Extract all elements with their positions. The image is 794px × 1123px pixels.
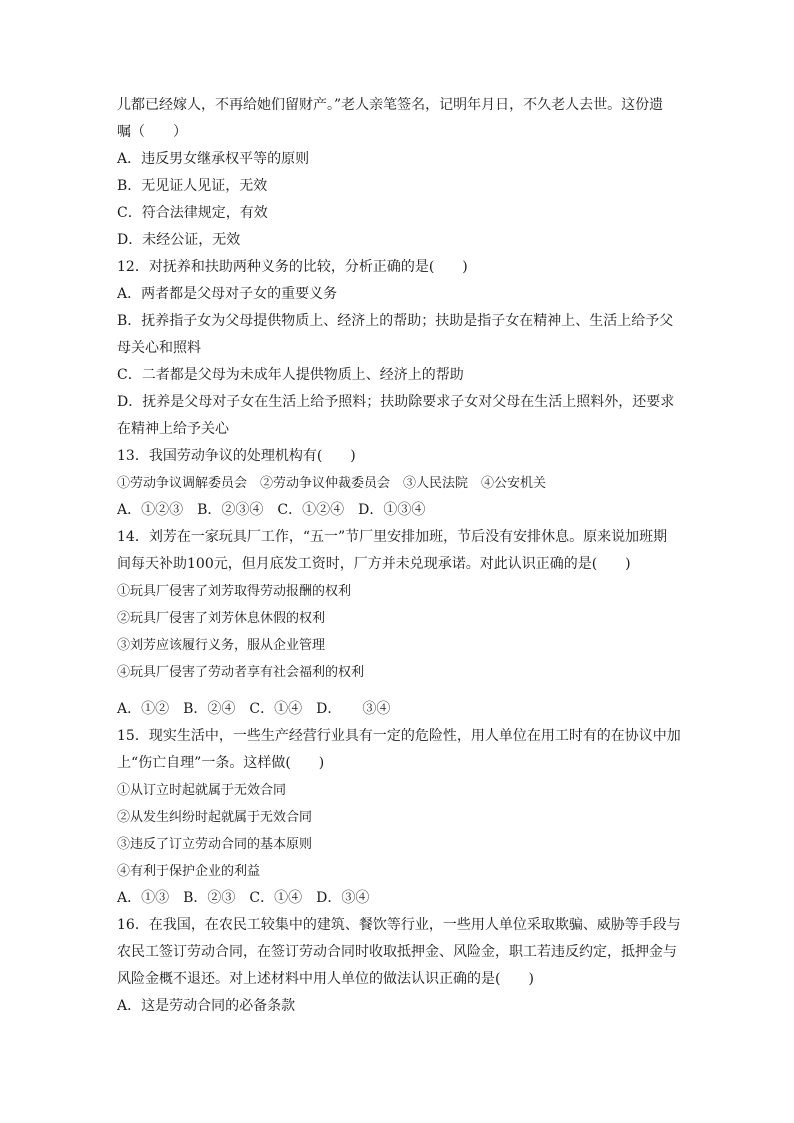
option-line: A．①②③ B．②③④ C．①②④ D．①③④ (117, 502, 426, 518)
option-line: D．抚养是父母对子女在生活上给予照料；扶助除要求子女对父母在生活上照料外，还要求 (117, 394, 675, 410)
text-line: 儿都已经嫁人，不再给她们留财产。”老人亲笔签名，记明年月日，不久老人去世。这份遗 (117, 97, 664, 113)
question-line: 风险金概不退还。对上述材料中用人单位的做法认识正确的是( ) (117, 971, 534, 987)
statement-line: ③刘芳应该履行义务，服从企业管理 (117, 638, 326, 653)
statement-line: ④玩具厂侵害了劳动者享有社会福利的权利 (117, 665, 365, 680)
option-line: D．未经公证，无效 (117, 232, 241, 248)
question-line: 12．对抚养和扶助两种义务的比较，分析正确的是( ) (117, 259, 468, 275)
option-line: 母关心和照料 (117, 340, 201, 356)
document-page (117, 92, 687, 1020)
statement-line: ②玩具厂侵害了刘芳休息休假的权利 (117, 611, 326, 626)
statement-line: ①玩具厂侵害了刘芳取得劳动报酬的权利 (117, 584, 352, 599)
statement-line: ④有利于保护企业的利益 (117, 864, 261, 879)
statement-line: ③违反了订立劳动合同的基本原则 (117, 837, 313, 852)
option-line: 在精神上给予关心 (117, 421, 229, 437)
option-line: A．①③ B．②③ C．①④ D．③④ (117, 890, 370, 906)
option-line: A．两者都是父母对子女的重要义务 (117, 286, 338, 302)
statement-line: ①劳动争议调解委员会 ②劳动争议仲裁委员会 ③人民法院 ④公安机关 (117, 476, 547, 491)
statement-line: ①从订立时起就属于无效合同 (117, 783, 287, 798)
question-line: 13．我国劳动争议的处理机构有( ) (117, 448, 356, 464)
option-line: C．二者都是父母为未成年人提供物质上、经济上的帮助 (117, 367, 464, 383)
option-line: A．这是劳动合同的必备条款 (117, 998, 296, 1014)
option-line: A．违反男女继承权平等的原则 (117, 151, 310, 167)
option-line: A．①② B．②④ C．①④ D． ③④ (117, 701, 391, 717)
question-line: 间每天补助100元，但月底发工资时，厂方并未兑现承诺。对此认识正确的是( ) (117, 556, 631, 572)
question-line: 14．刘芳在一家玩具厂工作，“五一”节厂里安排加班，节后没有安排休息。原来说加班期 (117, 529, 668, 545)
text-line: 嘱（ ） (117, 124, 187, 140)
option-line: B．抚养指子女为父母提供物质上、经济上的帮助；扶助是指子女在精神上、生活上给予父 (117, 313, 674, 329)
question-line: 农民工签订劳动合同，在签订劳动合同时收取抵押金、风险金，职工若违反约定，抵押金与 (117, 944, 677, 960)
statement-line: ②从发生纠纷时起就属于无效合同 (117, 810, 313, 825)
question-line: 16．在我国，在农民工较集中的建筑、餐饮等行业，一些用人单位采取欺骗、威胁等手段与 (117, 917, 681, 933)
spacer (117, 686, 687, 696)
option-line: B．无见证人见证，无效 (117, 178, 268, 194)
question-line: 15．现实生活中，一些生产经营行业具有一定的危险性，用人单位在用工时有的在协议中加 (117, 728, 681, 744)
question-line: 上“伤亡自理”一条。这样做( ) (117, 755, 325, 771)
option-line: C．符合法律规定，有效 (117, 205, 268, 221)
